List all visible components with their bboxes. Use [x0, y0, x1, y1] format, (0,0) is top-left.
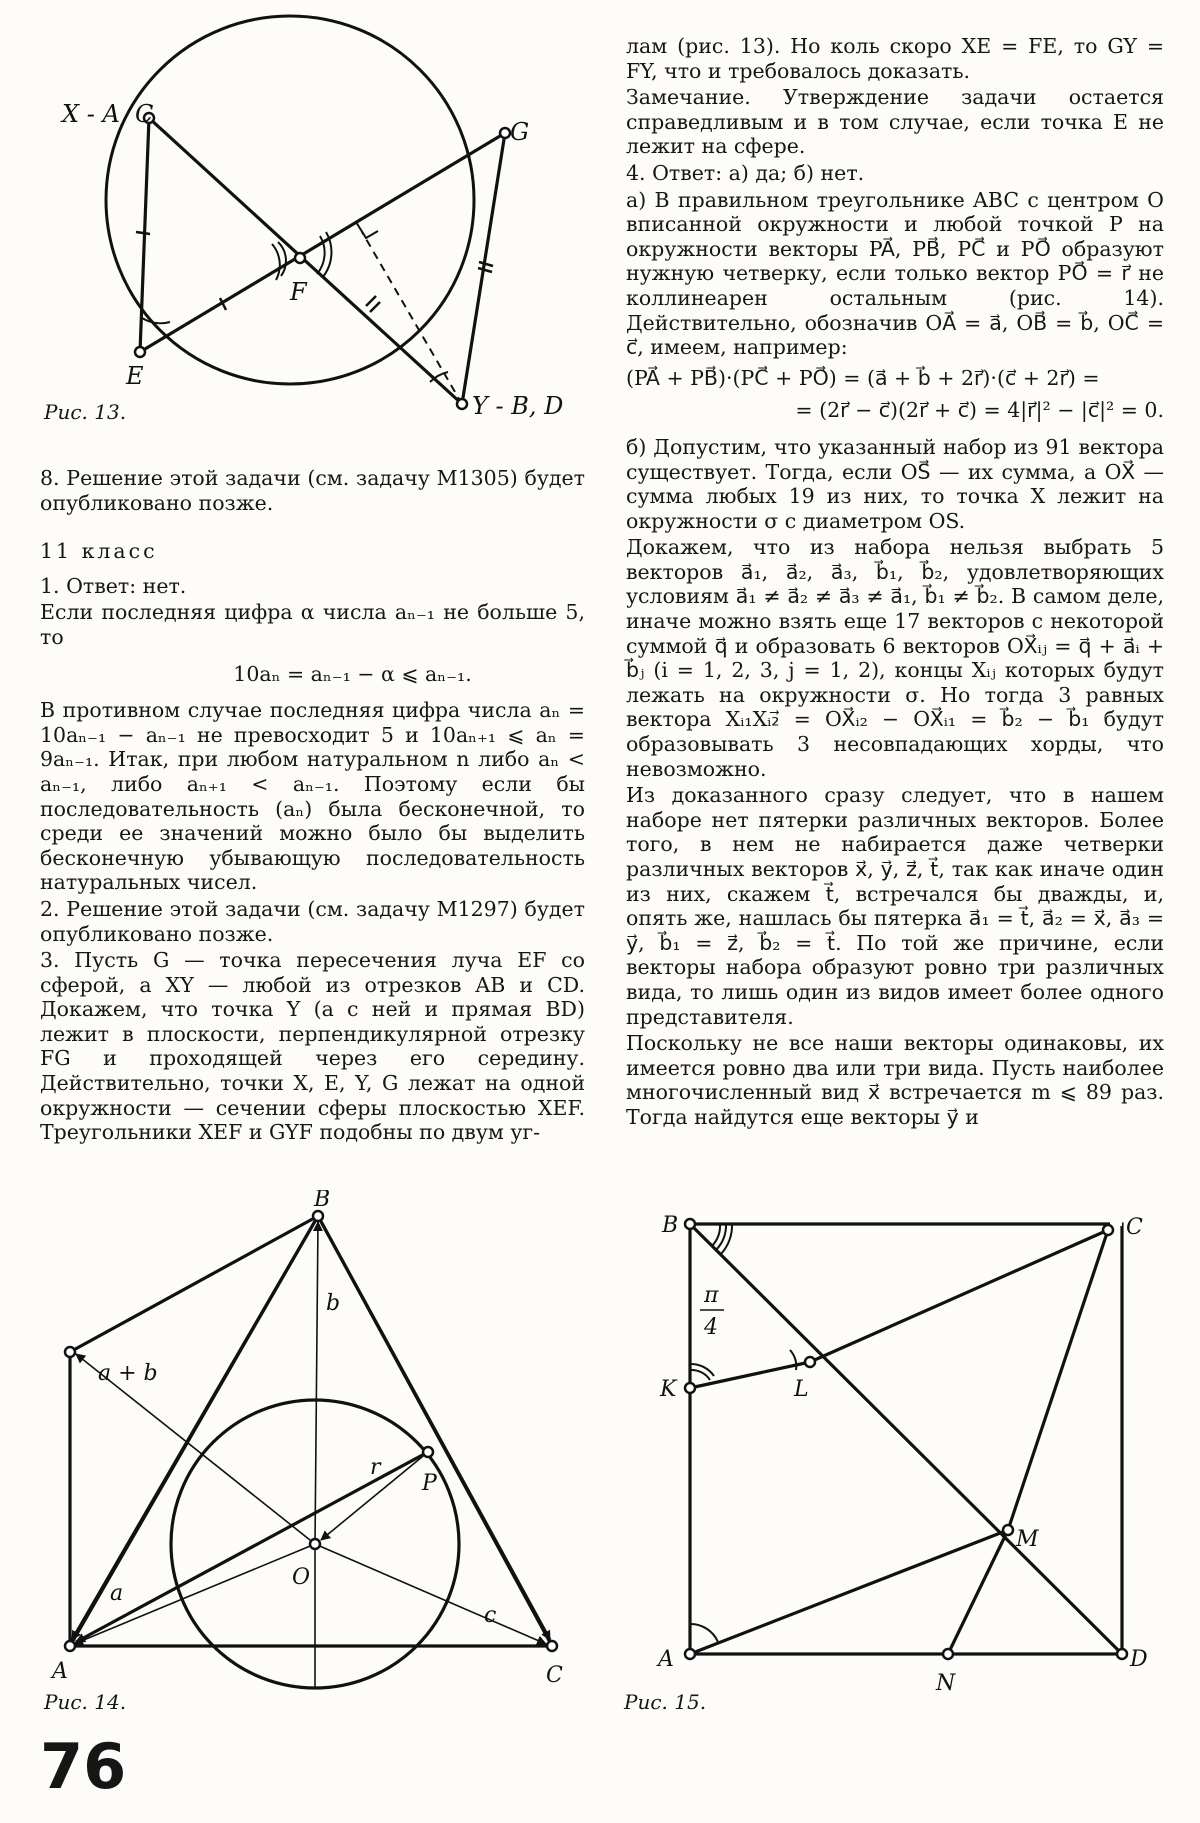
- label-b: B: [662, 1213, 679, 1238]
- label-pi: π: [704, 1283, 719, 1308]
- right-angle-mark: [356, 222, 378, 238]
- left-column: [40, 466, 585, 1145]
- label-b: B: [314, 1190, 331, 1212]
- remark: Замечание. Утверждение задачи остается справедливым и в том случае, если точка E не лежит на сфере.: [626, 85, 1164, 159]
- figure-15: [640, 1190, 1200, 1750]
- problem-3: 3. Пусть G — точка пересечения луча EF со сферой, а XY — любой из отрезков AB и CD. Докажем, что точка Y (а с ней и прямая BD) лежит в плоскости, перпендикулярной отрезку FG и проходящей через его середину. Действительно, точки X, E, Y, G лежат на одной окружности — сечении сферы плоскостью XEF. Треугольники XEF и GYF подобны по двум уг-: [40, 948, 585, 1145]
- label-a: A: [52, 1659, 68, 1684]
- label-r: r: [370, 1455, 381, 1480]
- label-k: K: [660, 1377, 677, 1402]
- problem-4b: б) Допустим, что указанный набор из 91 вектора существует. Тогда, если OS⃗ — их сумма, а OX⃗ — сумма любых 19 из них, то точка X лежит на окружности σ с диаметром OS.: [626, 434, 1164, 533]
- problem-2: 2. Решение этой задачи (см. задачу М1297) будет опубликовано позже.: [40, 896, 585, 946]
- label-ybd: Y - B, D: [472, 392, 564, 420]
- label-xac: X - A, C: [62, 100, 154, 128]
- label-g: G: [510, 118, 530, 146]
- perpendicular-dashed: [362, 232, 462, 404]
- label-c: C: [1126, 1215, 1143, 1240]
- problem-1-formula: 10aₙ = aₙ₋₁ − α ⩽ aₙ₋₁.: [233, 661, 472, 686]
- problem-1-text: Если последняя цифра α числа aₙ₋₁ не больше 5, то: [40, 600, 585, 649]
- problem-4b-3: Из доказанного сразу следует, что в нашем наборе нет пятерки различных векторов. Более того, в нем не набирается даже четверки различных векторов x⃗, y⃗, z⃗, t⃗, так как иначе один из них, скажем t⃗, встречался бы дважды, и, опять же, нашлась бы пятерка a⃗₁ = t⃗, a⃗₂ = x⃗, a⃗₃ = y⃗, b⃗₁ = z⃗, b⃗₂ = t⃗. По той же причине, если векторы набора образуют ровно три различных вида, то лишь один из видов имеет более одного представителя.: [626, 783, 1164, 1029]
- figure-13-caption: Рис. 13.: [44, 400, 127, 424]
- label-e: E: [126, 362, 144, 390]
- formula-line-2: = (2r⃗ − c⃗)(2r⃗ + c⃗) = 4|r⃗|² − |c⃗|² = 0.: [795, 398, 1164, 423]
- problem-4b-2: Докажем, что из набора нельзя выбрать 5 векторов a⃗₁, a⃗₂, a⃗₃, b⃗₁, b⃗₂, удовлетворяющих условиям a⃗₁ ≠ a⃗₂ ≠ a⃗₃ ≠ a⃗₁, b⃗₁ ≠ b⃗₂. В самом деле, иначе можно взять еще 17 векторов с некоторой суммой q⃗ и образовать 6 векторов OX⃗ᵢⱼ = q⃗ + a⃗ᵢ + b⃗ⱼ (i = 1, 2, 3, j = 1, 2), концы Xᵢⱼ которых будут лежать на окружности σ. Но тогда 3 равных вектора Xᵢ₁Xᵢ₂⃗ = OX⃗ᵢ₂ − OX⃗ᵢ₁ = b⃗₂ − b⃗₁ будут образовывать 3 несовпадающих хорды, что невозможно.: [626, 535, 1164, 781]
- label-a: A: [658, 1647, 674, 1672]
- segment-cm: [1008, 1230, 1108, 1530]
- label-d: D: [1130, 1647, 1148, 1672]
- label-n: N: [936, 1671, 956, 1696]
- problem-8: 8. Решение этой задачи (см. задачу М1305) будет опубликовано позже.: [40, 466, 585, 515]
- label-vec-a: a: [110, 1581, 124, 1606]
- segment-kl: [690, 1362, 810, 1388]
- figure-14: [30, 1190, 630, 1750]
- label-vec-b: b: [326, 1291, 341, 1316]
- label-f: F: [290, 278, 307, 306]
- right-column: [626, 34, 1164, 1130]
- figure-13: [0, 0, 580, 440]
- formula-line-1: (PA⃗ + PB⃗)·(PC⃗ + PO⃗) = (a⃗ + b⃗ + 2r⃗)·(c⃗ + 2r⃗) =: [626, 365, 1100, 390]
- problem-4-answer: 4. Ответ: а) да; б) нет.: [626, 160, 865, 185]
- label-o: O: [292, 1565, 311, 1590]
- segment-am: [690, 1530, 1008, 1654]
- segment-xy: [149, 118, 462, 404]
- label-c: C: [546, 1663, 563, 1688]
- page-number: 76: [40, 1730, 127, 1803]
- problem-1-text-2: В противном случае последняя цифра числа aₙ = 10aₙ₋₁ − aₙ₋₁ не превосходит 5 и 10aₙ₊₁ ⩽ aₙ = 9aₙ₋₁. Итак, при любом натуральном n либо aₙ < aₙ₋₁, либо aₙ₊₁ < aₙ₋₁. Поэтому если бы последовательность (aₙ) была бесконечной, то среди ее значений можно было бы выделить бесконечную убывающую последовательность натуральных чисел.: [40, 698, 585, 895]
- segment-lc: [810, 1230, 1108, 1362]
- label-m: M: [1016, 1527, 1039, 1552]
- label-four: 4: [704, 1315, 718, 1340]
- vector-b: [315, 1222, 318, 1544]
- label-vec-ab: a + b: [98, 1361, 158, 1386]
- grade-heading: 11 класс: [40, 539, 158, 564]
- figure-15-caption: Рис. 15.: [624, 1690, 707, 1714]
- diagonal-bd: [690, 1224, 1122, 1654]
- figure-14-caption: Рис. 14.: [44, 1690, 127, 1714]
- label-p: P: [422, 1471, 437, 1496]
- problem-1-answer: 1. Ответ: нет.: [40, 573, 187, 598]
- problem-4b-4: Поскольку не все наши векторы одинаковы, их имеется ровно два или три вида. Пусть наиболее многочисленный вид x⃗ встречается m ⩽ 89 раз. Тогда найдутся еще векторы y⃗ и: [626, 1031, 1164, 1129]
- label-vec-c: c: [484, 1603, 497, 1628]
- problem-4a: а) В правильном треугольнике ABC с центром O вписанной окружности и любой точкой P на окружности векторы PA⃗, PB⃗, PC⃗ и PO⃗ образуют нужную четверку, если только вектор PO⃗ = r⃗ не коллинеарен остальным (рис. 14). Действительно, обозначив OA⃗ = a⃗, OB⃗ = b⃗, OC⃗ = c⃗, имеем, например:: [626, 187, 1164, 360]
- label-l: L: [794, 1377, 809, 1402]
- triangle-abc: [70, 1216, 552, 1646]
- problem-3-continued: лам (рис. 13). Но коль скоро XE = FE, то GY = FY, что и требовалось доказать.: [626, 34, 1164, 83]
